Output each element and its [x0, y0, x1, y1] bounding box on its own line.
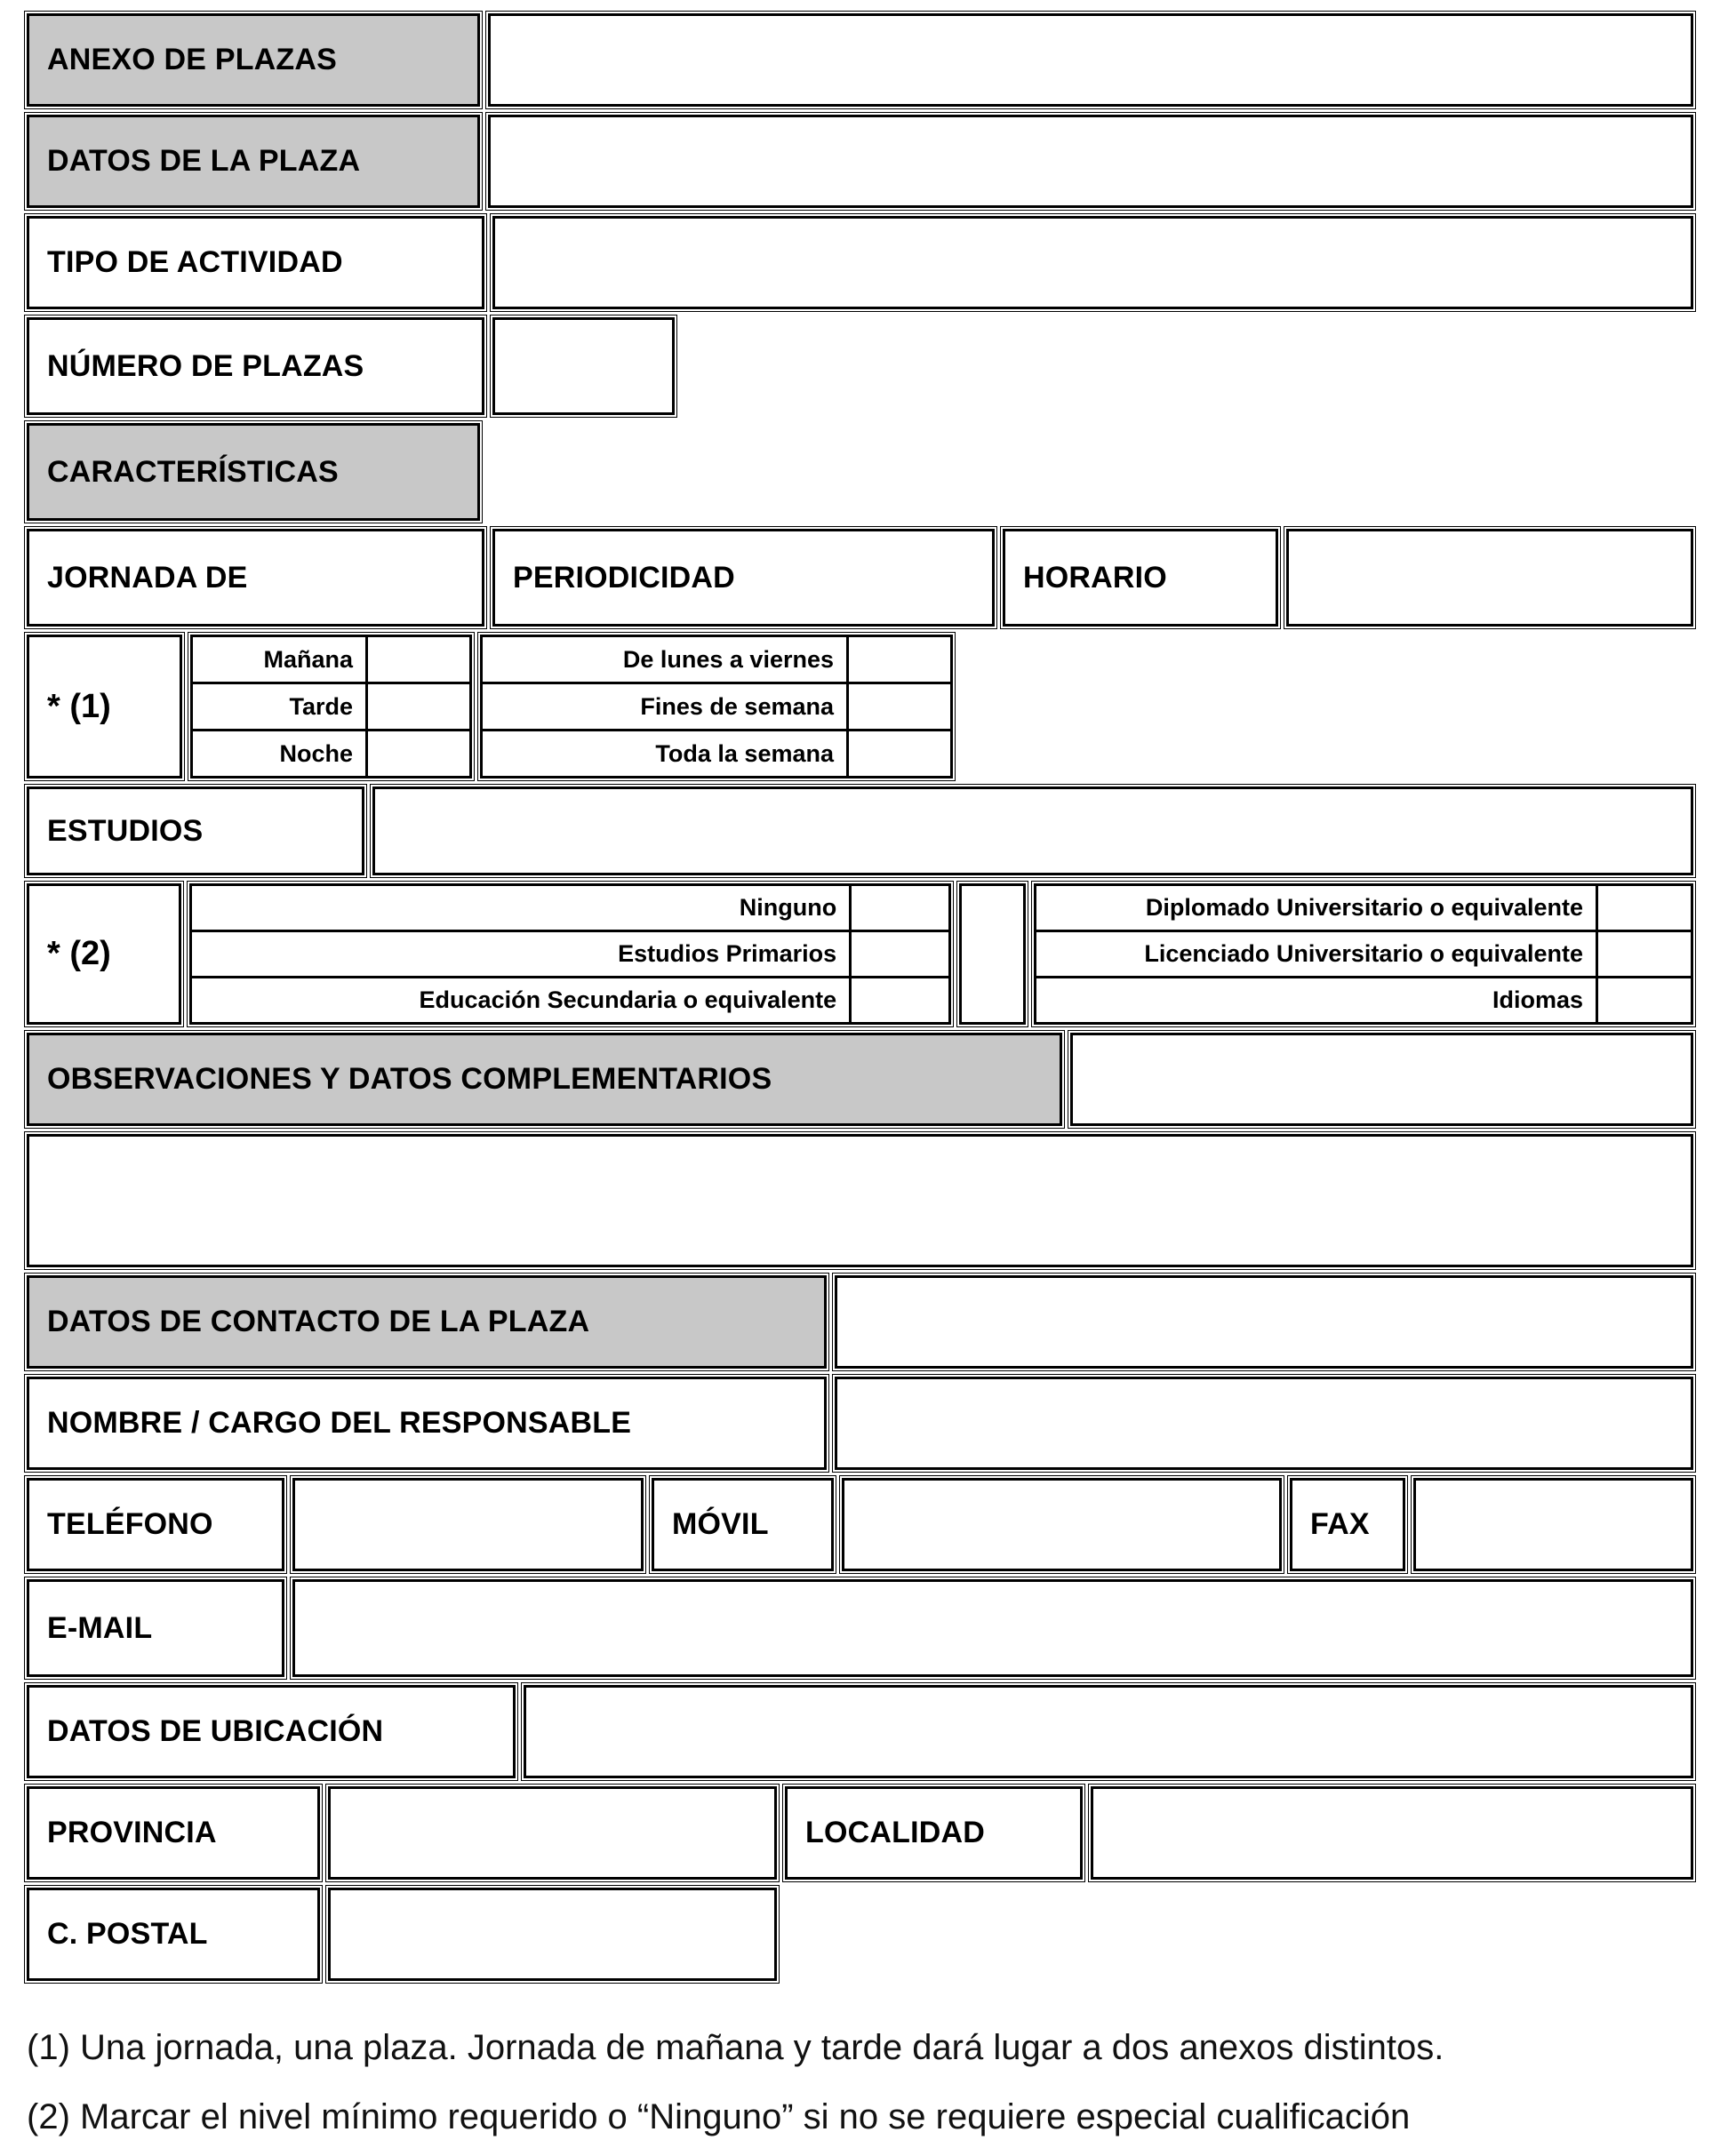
datos-ubicacion-label: DATOS DE UBICACIÓN	[27, 1685, 516, 1778]
datos-contacto-field[interactable]	[835, 1275, 1693, 1369]
jornada-manana-label: Mañana	[190, 635, 368, 684]
numero-plazas-field[interactable]	[492, 317, 675, 415]
c-postal-field[interactable]	[328, 1888, 777, 1981]
estudios-spacer-cell	[959, 883, 1026, 1025]
email-label: E-MAIL	[27, 1579, 284, 1677]
anexo-plazas-header: ANEXO DE PLAZAS	[27, 13, 480, 107]
jornada-noche-label: Noche	[190, 729, 368, 779]
estudios-idiomas-label: Idiomas	[1034, 976, 1598, 1025]
estudios-left-group	[189, 883, 951, 1025]
estudios-diplomado-label: Diplomado Universitario o equivalente	[1034, 883, 1598, 932]
estudios-label: ESTUDIOS	[27, 787, 364, 875]
checkbox-manana[interactable]	[365, 635, 472, 684]
checkbox-licenciado[interactable]	[1596, 930, 1693, 978]
anexo-plazas-form	[27, 13, 1693, 1981]
checkbox-noche[interactable]	[365, 729, 472, 779]
jornada-option-row	[190, 729, 472, 779]
tipo-actividad-label: TIPO DE ACTIVIDAD	[27, 216, 484, 309]
checkbox-estudios-primarios[interactable]	[849, 930, 951, 978]
movil-label: MÓVIL	[652, 1478, 834, 1571]
email-field[interactable]	[292, 1579, 1693, 1677]
checkbox-educacion-secundaria[interactable]	[849, 976, 951, 1025]
movil-field[interactable]	[842, 1478, 1282, 1571]
periodicidad-label: PERIODICIDAD	[492, 529, 995, 627]
jornada-note-ref: * (1)	[27, 635, 182, 779]
fax-field[interactable]	[1413, 1478, 1693, 1571]
datos-plaza-header: DATOS DE LA PLAZA	[27, 115, 480, 208]
jornada-periodicidad-grid	[27, 635, 1693, 779]
periodicidad-lunes-viernes-label: De lunes a viernes	[480, 635, 849, 684]
row-datos-ubicacion	[27, 1685, 1693, 1778]
checkbox-tarde[interactable]	[365, 682, 472, 731]
periodicidad-fines-semana-label: Fines de semana	[480, 682, 849, 731]
datos-contacto-header: DATOS DE CONTACTO DE LA PLAZA	[27, 1275, 827, 1369]
estudios-right-group	[1034, 883, 1693, 1025]
caracteristicas-header: CARACTERÍSTICAS	[27, 423, 480, 521]
checkbox-toda-semana[interactable]	[846, 729, 953, 779]
estudios-ninguno-label: Ninguno	[189, 883, 852, 932]
localidad-label: LOCALIDAD	[785, 1786, 1083, 1880]
estudios-note-ref: * (2)	[27, 883, 181, 1025]
footnote-2: (2) Marcar el nivel mínimo requerido o “Ninguno” si no se requiere especial cualificación	[27, 2097, 1411, 2136]
estudios-secundaria-label: Educación Secundaria o equivalente	[189, 976, 852, 1025]
telefono-field[interactable]	[292, 1478, 644, 1571]
jornada-tarde-label: Tarde	[190, 682, 368, 731]
provincia-label: PROVINCIA	[27, 1786, 320, 1880]
checkbox-idiomas[interactable]	[1596, 976, 1693, 1025]
jornada-de-label: JORNADA DE	[27, 529, 484, 627]
row-nombre-cargo	[27, 1377, 1693, 1470]
datos-plaza-field[interactable]	[488, 115, 1693, 208]
row-cpostal	[27, 1888, 1693, 1981]
row-jornada-headers	[27, 529, 1693, 627]
row-email	[27, 1579, 1693, 1677]
periodicidad-options-group	[480, 635, 953, 779]
estudios-option-row	[189, 883, 951, 932]
row-estudios	[27, 787, 1693, 875]
periodicidad-option-row	[480, 729, 953, 779]
periodicidad-option-row	[480, 635, 953, 684]
observaciones-field[interactable]	[1070, 1033, 1693, 1126]
horario-field[interactable]	[1286, 529, 1693, 627]
anexo-plazas-field[interactable]	[488, 13, 1693, 107]
periodicidad-option-row	[480, 682, 953, 731]
row-datos-contacto	[27, 1275, 1693, 1369]
estudios-option-row	[1034, 883, 1693, 932]
datos-ubicacion-field[interactable]	[524, 1685, 1693, 1778]
numero-plazas-label: NÚMERO DE PLAZAS	[27, 317, 484, 415]
observaciones-header: OBSERVACIONES Y DATOS COMPLEMENTARIOS	[27, 1033, 1062, 1126]
checkbox-ninguno[interactable]	[849, 883, 951, 932]
periodicidad-toda-semana-label: Toda la semana	[480, 729, 849, 779]
estudios-grid	[27, 883, 1693, 1025]
estudios-option-row	[189, 976, 951, 1025]
estudios-primarios-label: Estudios Primarios	[189, 930, 852, 978]
checkbox-diplomado[interactable]	[1596, 883, 1693, 932]
estudios-option-row	[1034, 976, 1693, 1025]
horario-label: HORARIO	[1003, 529, 1278, 627]
footnote-1: (1) Una jornada, una plaza. Jornada de mañana y tarde dará lugar a dos anexos distintos.	[27, 2028, 1444, 2067]
row-anexo	[27, 13, 1693, 107]
row-caracteristicas	[27, 423, 1693, 521]
c-postal-label: C. POSTAL	[27, 1888, 320, 1981]
tipo-actividad-field[interactable]	[492, 216, 1693, 309]
observaciones-area[interactable]	[27, 1134, 1693, 1267]
row-telefonos	[27, 1478, 1693, 1571]
row-provincia	[27, 1786, 1693, 1880]
estudios-option-row	[1034, 930, 1693, 978]
checkbox-fines-semana[interactable]	[846, 682, 953, 731]
row-numero-plazas	[27, 317, 1693, 415]
row-datos-plaza	[27, 115, 1693, 208]
jornada-option-row	[190, 635, 472, 684]
estudios-licenciado-label: Licenciado Universitario o equivalente	[1034, 930, 1598, 978]
fax-label: FAX	[1290, 1478, 1405, 1571]
provincia-field[interactable]	[328, 1786, 777, 1880]
jornada-options-group	[190, 635, 472, 779]
jornada-option-row	[190, 682, 472, 731]
row-observaciones	[27, 1033, 1693, 1126]
nombre-cargo-label: NOMBRE / CARGO DEL RESPONSABLE	[27, 1377, 827, 1470]
localidad-field[interactable]	[1091, 1786, 1693, 1880]
telefono-label: TELÉFONO	[27, 1478, 284, 1571]
row-tipo-actividad	[27, 216, 1693, 309]
checkbox-lunes-viernes[interactable]	[846, 635, 953, 684]
estudios-field[interactable]	[372, 787, 1693, 875]
estudios-option-row	[189, 930, 951, 978]
nombre-responsable-field[interactable]	[835, 1377, 1693, 1470]
footnotes	[27, 2030, 1720, 2135]
